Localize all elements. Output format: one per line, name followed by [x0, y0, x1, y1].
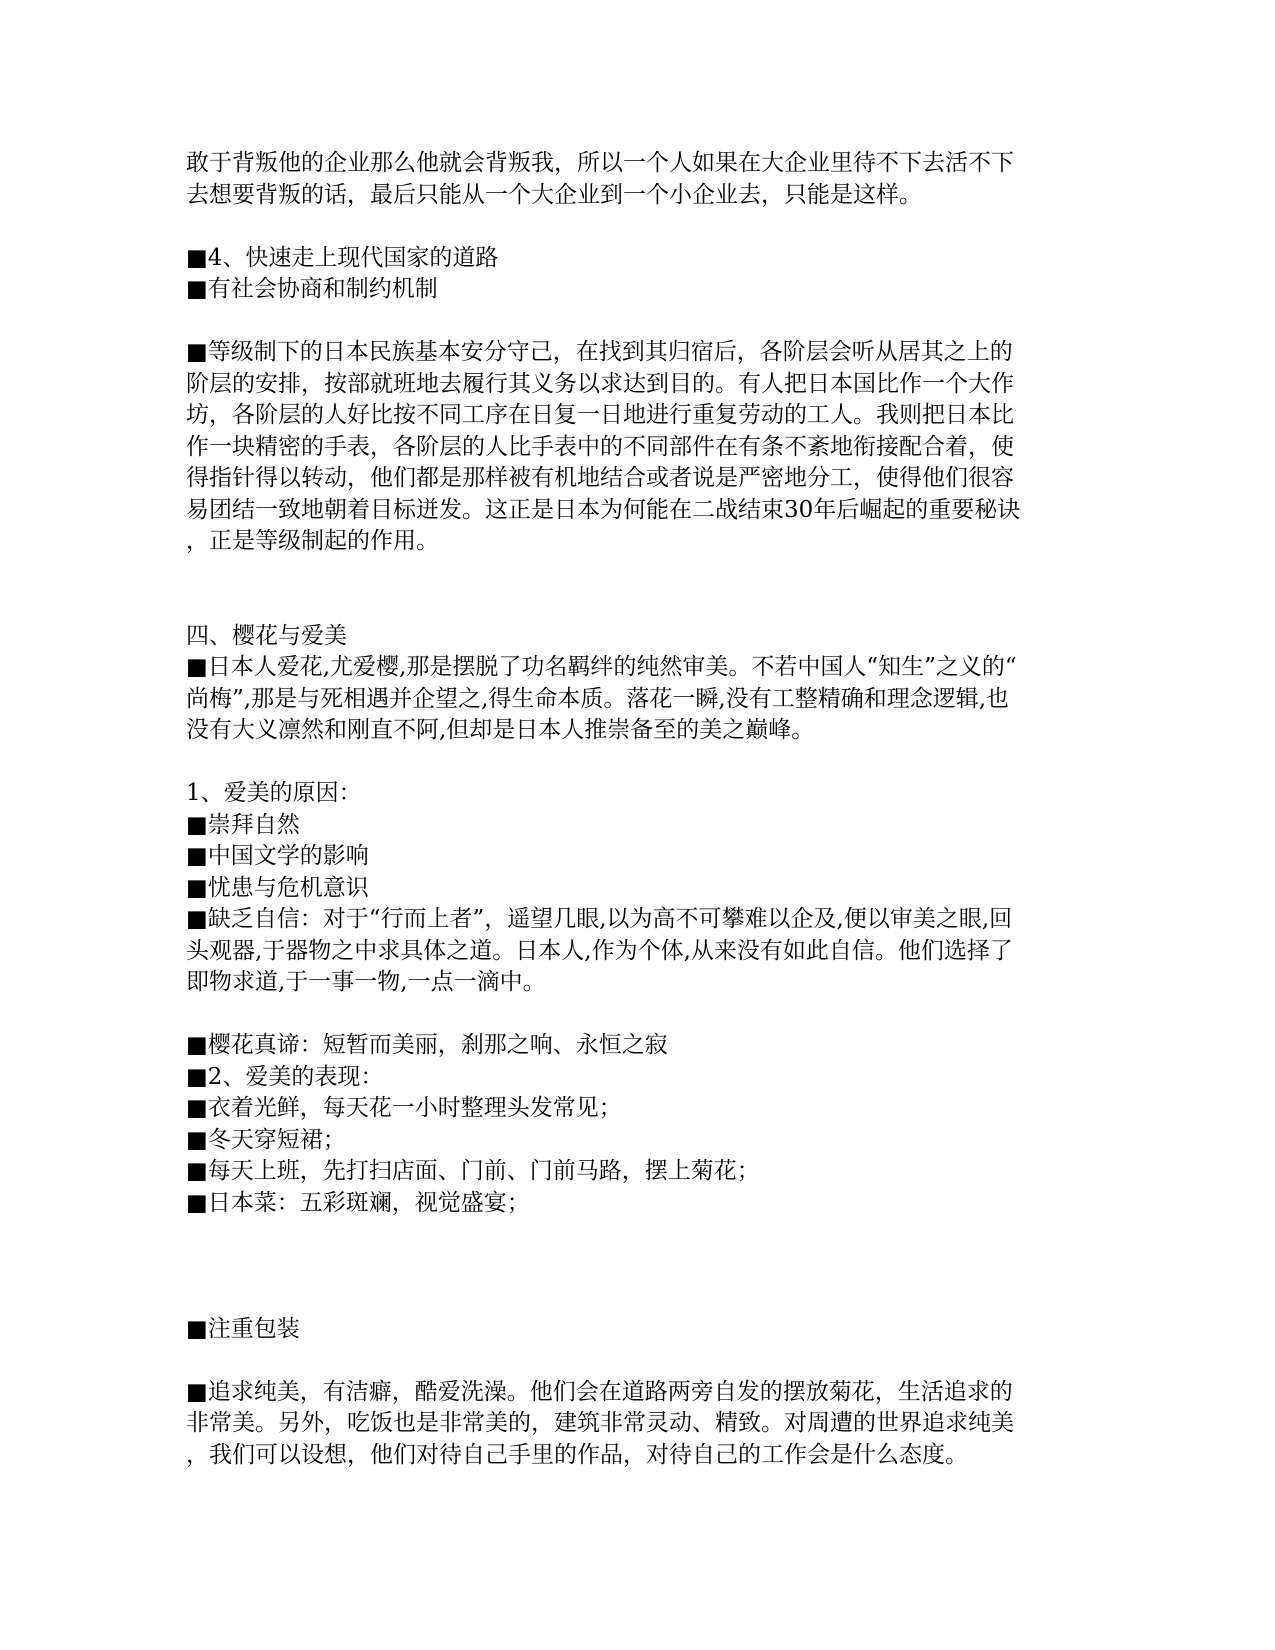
paragraph-spacer [186, 558, 1086, 621]
text-line: ■冬天穿短裙； [186, 1126, 346, 1153]
text-line: 没有大义凛然和刚直不阿,但却是日本人推崇备至的美之巅峰。 [186, 717, 815, 743]
paragraph-spacer [186, 306, 1086, 338]
text-line: 敢于背叛他的企业那么他就会背叛我，所以一个人如果在大企业里待不下去活不下 [186, 150, 1014, 176]
text-line: ■有社会协商和制约机制 [186, 276, 438, 302]
text-line: 坊，各阶层的人好比按不同工序在日复一日地进行重复劳动的工人。我则把日本比 [186, 402, 1014, 428]
text-line: ■缺乏自信：对于“行而上者”，遥望几眼,以为高不可攀难以企及,便以审美之眼,回 [186, 906, 1013, 932]
paragraph-spacer [186, 747, 1086, 779]
paragraph [186, 243, 1086, 306]
text-line: ■每天上班，先打扫店面、门前、门前马路，摆上菊花； [186, 1158, 760, 1184]
paragraph [186, 1030, 1086, 1219]
text-line: ，我们可以设想，他们对待自己手里的作品，对待自己的工作会是什么态度。 [186, 1441, 968, 1468]
text-line: 阶层的安排，按部就班地去履行其义务以求达到目的。有人把日本国比作一个大作 [186, 370, 1014, 397]
text-line: 得指针得以转动，他们都是那样被有机地结合或者说是严密地分工，使得他们很容 [186, 465, 1014, 491]
text-line: ■追求纯美，有洁癖，酷爱洗澡。他们会在道路两旁自发的摆放菊花，生活追求的 [186, 1378, 1013, 1405]
text-line: ■中国文学的影响 [186, 843, 369, 869]
text-line: ■日本人爱花,尤爱樱,那是摆脱了功名羁绊的纯然审美。不若中国人“知生”之义的“ [186, 654, 1017, 680]
text-line: 去想要背叛的话，最后只能从一个大企业到一个小企业去，只能是这样。 [186, 181, 922, 208]
text-line: ■日本菜：五彩斑斓，视觉盛宴； [186, 1189, 530, 1216]
paragraph [186, 337, 1086, 558]
paragraph [186, 621, 1086, 747]
text-line: ■崇拜自然 [186, 811, 300, 838]
text-line: 易团结一致地朝着目标迸发。这正是日本为何能在二战结束30年后崛起的重要秘诀 [186, 496, 1021, 523]
paragraph [186, 1377, 1086, 1472]
text-line: 作一块精密的手表，各阶层的人比手表中的不同部件在有条不紊地衔接配合着，使 [186, 433, 1014, 460]
text-line: 四、樱花与爱美 [186, 622, 347, 649]
text-line: ■等级制下的日本民族基本安分守己，在找到其归宿后，各阶层会听从居其之上的 [186, 339, 1013, 365]
text-line: ■注重包装 [186, 1315, 300, 1342]
text-line: 头观器,于器物之中求具体之道。日本人,作为个体,从来没有如此自信。他们选择了 [186, 937, 1013, 964]
paragraph [186, 1314, 1086, 1346]
paragraph-spacer [186, 999, 1086, 1031]
text-line: ■4、快速走上现代国家的道路 [186, 244, 499, 271]
text-line: ■2、爱美的表现： [186, 1063, 384, 1090]
text-line: ■樱花真谛：短暂而美丽，刹那之响、永恒之寂 [186, 1032, 668, 1058]
text-line: 非常美。另外，吃饭也是非常美的，建筑非常灵动、精致。对周遭的世界追求纯美 [186, 1410, 1014, 1436]
text-line: 即物求道,于一事一物,一点一滴中。 [186, 969, 546, 995]
text-line: ■忧患与危机意识 [186, 874, 369, 901]
document-page [186, 148, 1086, 1471]
paragraph-spacer [186, 1345, 1086, 1377]
paragraph-spacer [186, 1219, 1086, 1314]
text-line: 尚梅”,那是与死相遇并企望之,得生命本质。落花一瞬,没有工整精确和理念逻辑,也 [186, 685, 1010, 712]
text-line: 1、爱美的原因： [186, 780, 362, 806]
text-line: ■衣着光鲜，每天花一小时整理头发常见； [186, 1095, 622, 1121]
paragraph [186, 148, 1086, 211]
text-line: ，正是等级制起的作用。 [186, 528, 439, 554]
paragraph [186, 778, 1086, 999]
paragraph-spacer [186, 211, 1086, 243]
